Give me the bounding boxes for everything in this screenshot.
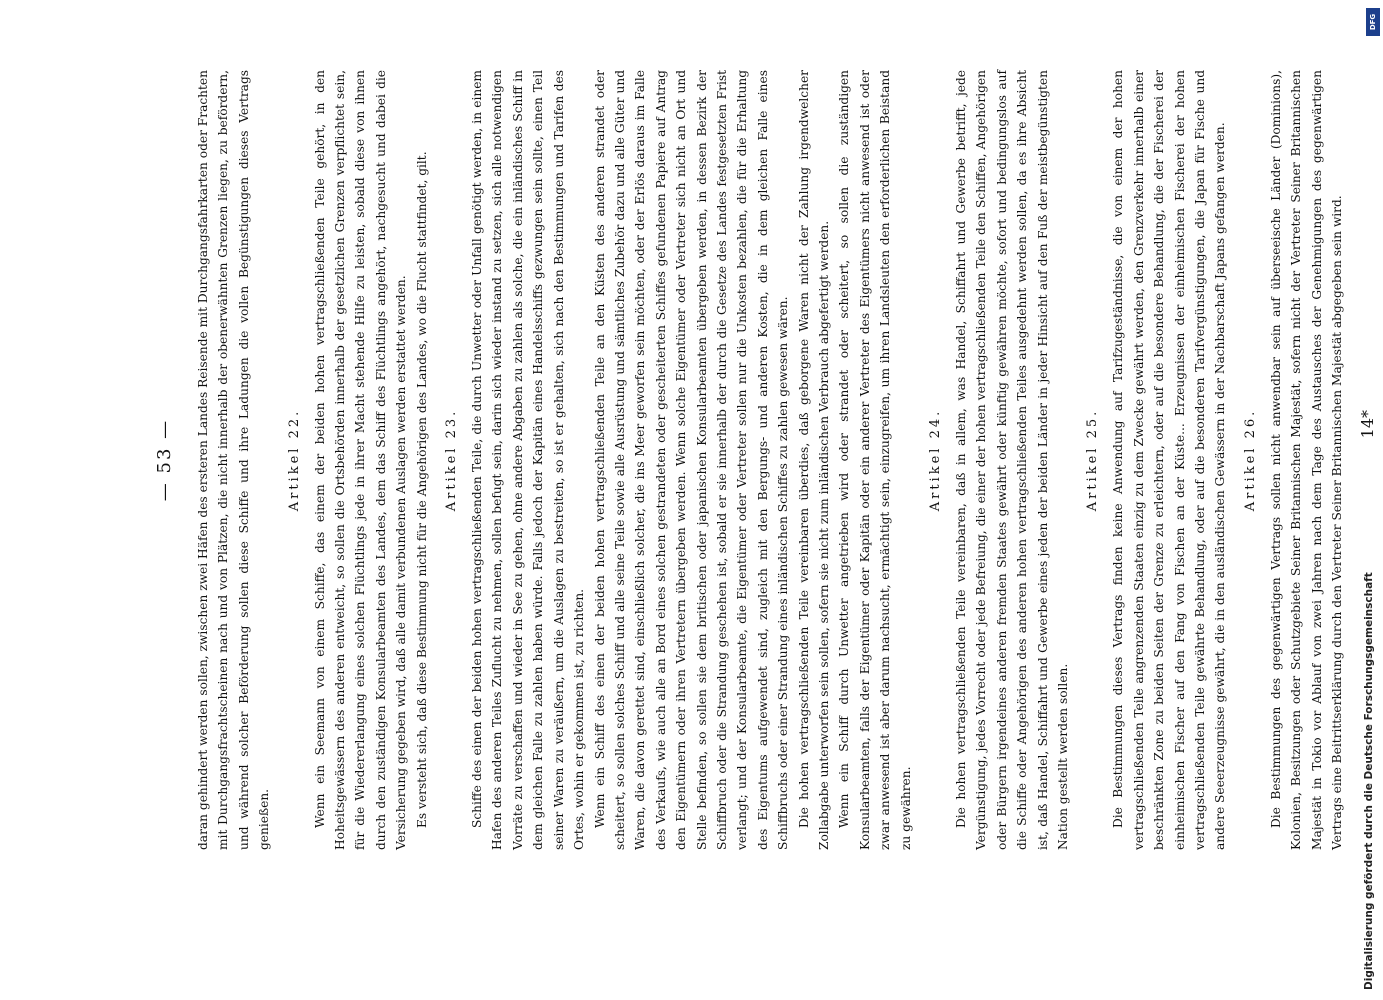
dfg-logo-text: DFG [1369,13,1377,31]
paragraph: daran gehindert werden sollen, zwischen zwei Häfen des ersteren Landes Reisende mit Durchgangsfahrkarten oder Frachten mit Durchgangsfrachtscheinen nach und von Plätzen, die nicht innerhalb der obenerwähnten Grenzen liegen, zu befördern, und während solcher Beförderung sollen diese Schiffe und ihre Ladungen die vollen Begünstigungen dieses Vertrags genießen. [196,70,272,850]
signature-mark: 14* [1357,410,1377,439]
paragraph: Die Bestimmungen des gegenwärtigen Vertrags sollen nicht anwendbar sein auf überseeische Länder (Dominions), Kolonien, Besitzungen oder Schutzgebiete Seiner Britannischen Majestät, sofern nicht der Vertreter Seiner Britannischen Majestät in Tokio vor Ablauf von zwei Jahren nach dem Tage des Austausches der Genehmigungen des gegenwärtigen Vertrags eine Beitrittserklärung durch den Vertreter Seiner Britannischen Majestät abgegeben sein wird. [1268,70,1345,850]
paragraph: Wenn ein Schiff des einen der beiden hohen vertragschließenden Teile an den Küsten des anderen strandet oder scheitert, so sollen solches Schiff und alle seine Teile sowie alle Ausrüstung und sämtliches Zubehör dazu und alle Güter und Waren, die davon gerettet sind, einschließlich solcher, die ins Meer geworfen sein möchten, oder der Erlös daraus im Falle des Verkaufs, wie auch alle an Bord eines solchen gestrandeten oder gescheiterten Schiffes gefundenen Papiere auf Antrag den Eigentümern oder ihren Vertretern übergeben werden. Wenn solche Eigentümer oder Vertreter sich nicht an Ort und Stelle befinden, so sollen sie dem britischen oder japanischen Konsularbeamten übergeben werden, in dessen Bezirk der Schiffbruch oder die Strandung geschehen ist, sobald er sie innerhalb der durch die Gesetze des Landes festgesetzten Frist verlangt; und der Konsularbeamte, die Eigentümer oder Vertreter sollen nur die Unkosten bezahlen, die für die Erhaltung des Eigentums aufgewendet sind, zugleich mit den Bergungs- und anderen Kosten, die in dem gleichen Falle eines Schiffbruchs oder einer Strandung eines inländischen Schiffes zu zahlen gewesen wären. [592,70,791,850]
paragraph: Die hohen vertragschließenden Teile vereinbaren überdies, daß geborgene Waren nicht der Zahlung irgendwelcher Zollabgabe unterworfen sein sollen, sofern sie nicht zum inländischen Verbrauch abgefertigt werden. [796,70,831,850]
article-heading: Artikel 22. [286,408,302,512]
paragraph: Schiffe des einen der beiden hohen vertragschließenden Teile, die durch Unwetter oder Unfall genötigt werden, in einem Hafen des anderen Teiles Zuflucht zu nehmen, sollen befugt sein, darin sich wieder instand zu setzen, sich alle notwendigen Vorräte zu verschaffen und wieder in See zu gehen, ohne andere Abgaben zu zahlen als solche, die ein inländisches Schiff in dem gleichen Falle zu zahlen haben würde. Falls jedoch der Kapitän eines Handelsschiffs gezwungen sein sollte, einen Teil seiner Waren zu veräußern, um die Auslagen zu bestreiten, so ist er gehalten, sich nach den Bestimmungen und Tarifen des Ortes, wohin er gekommen ist, zu richten. [470,70,587,850]
dfg-logo [1366,8,1380,36]
digitization-credit: Digitalisierung gefördert durch die Deutsche Forschungsgemeinschaft [1363,572,1375,990]
article-heading: Artikel 25. [1085,408,1101,512]
article-heading: Artikel 24. [928,408,943,512]
article-heading: Artikel 23. [444,408,460,512]
paragraph: Die hohen vertragschließenden Teile vereinbaren, daß in allem, was Handel, Schiffahrt und Gewerbe betrifft, jede Vergünstigung, jedes Vorrecht oder jede Befreiung, die einer der hohen vertragschließenden Teile den Schiffen, Angehörigen oder Bürgern irgendeines anderen fremden Staates gewährt oder künftig gewähren möchte, sofort und bedingungslos auf die Schiffe oder Angehörigen des anderen hohen vertragschließenden Teiles ausgedehnt werden sollen, da es ihre Absicht ist, daß Handel, Schiffahrt und Gewerbe eines jeden der beiden Länder in jeder Hinsicht auf den Fuß der meistbegünstigten Nation gestellt werden sollen. [954,70,1071,850]
paragraph: Wenn ein Schiff durch Unwetter angetrieben wird oder strandet oder scheitert, so sollen die zuständigen Konsularbeamten, falls der Eigentümer oder Kapitän oder ein anderer Vertreter des Eigentümers nicht anwesend ist oder zwar anwesend ist aber darum nachsucht, ermächtigt sein, einzugreifen, um ihren Landsleuten den erforderlichen Beistand zu gewähren. [837,70,913,850]
page-number: — 53 — [154,418,175,502]
document-body [193,70,1348,850]
paragraph: Die Bestimmungen dieses Vertrags finden keine Anwendung auf Tarifzugeständnisse, die von einem der hohen vertragschließenden Teile angrenzenden Staaten einzig zu dem Zwecke gewährt werden, den Grenzverkehr innerhalb einer beschränkten Zone zu beiden Seiten der Grenze zu erleichtern, oder auf die besondere Behandlung, die der Fischerei der einheimischen Fischer auf den Fang von Fischen an der Küste... Erzeugnissen der einheimischen Fischerei der hohen vertragschließenden Teile gewährte Behandlung, oder auf die besonderen Tarifvergünstigungen, die Japan für Fische und andere Seeerzeugnisse gewährt, die in den ausländischen Gewässern in der Nachbarschaft Japans gefangen werden. [1111,70,1228,850]
paragraph: Es versteht sich, daß diese Bestimmung nicht für die Angehörigen des Landes, wo die Flucht stattfindet, gilt. [414,151,429,828]
article-heading: Artikel 26. [1242,408,1258,512]
paragraph: Wenn ein Seemann von einem Schiffe, das einem der beiden hohen vertragschließenden Teile gehört, in den Hoheitsgewässern des anderen entweicht, so sollen die Ortsbehörden innerhalb der gesetzlichen Grenzen verpflichtet sein, für die Wiedererlangung eines solchen Flüchtlings jede in ihrer Macht stehende Hilfe zu leisten, sobald diese von ihnen durch den zuständigen Konsularbeamten des Landes, dem das Schiff des Flüchtlings angehört, nachgesucht und dabei die Versicherung gegeben wird, daß alle damit verbundenen Auslagen werden erstattet werden. [312,70,409,850]
